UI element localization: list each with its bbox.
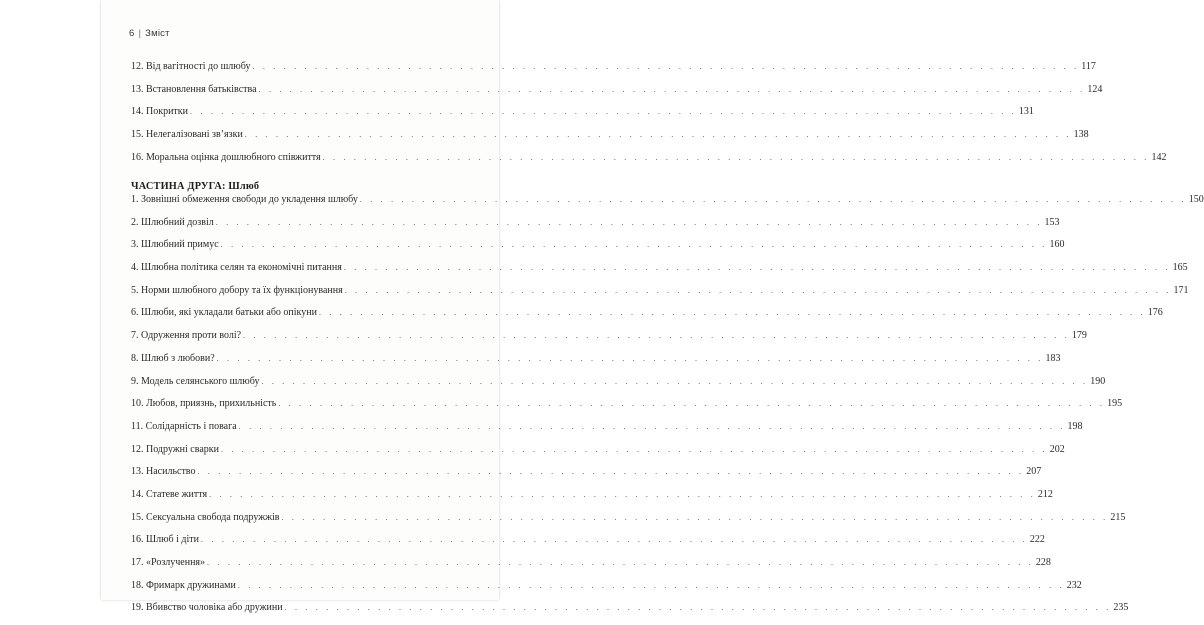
toc-entry [131, 511, 1126, 535]
toc-entry [131, 262, 1188, 285]
toc-entry [131, 151, 1167, 175]
toc-entry-title: 18. Фримарк дружинами [131, 579, 236, 591]
toc-entry-title: 11. Солідарність і повага [131, 420, 237, 432]
toc-entry-title: 10. Любов, приязнь, прихильність [131, 398, 277, 410]
toc-entry-title: 13. Встановлення батьківства [131, 83, 257, 95]
dot-leader: . . . . . . . . . . . . . . . . . . . . . . . . . . . . . . . . . . . . . . . . . . . . . . . . . . . . . . . . . . . . . . . . . . . . . . . . . . . . . . . . [243, 331, 1070, 341]
toc-entry [131, 398, 1123, 421]
toc-entry-title: 1. Зовнішні обмеження свободи до укладення шлюбу [131, 194, 358, 205]
part1-toc-list [131, 61, 1167, 174]
toc-entry-page: 131 [1018, 106, 1034, 118]
toc-entry-title: 9. Модель селянського шлюбу [131, 375, 260, 387]
toc-entry [131, 602, 1129, 625]
dot-leader: . . . . . . . . . . . . . . . . . . . . . . . . . . . . . . . . . . . . . . . . . . . . . . . . . . . . . . . . . . . . . . . . . . . . . . . . . . . . . . . . [215, 217, 1043, 227]
toc-entry-title: 14. Статеве життя [131, 488, 208, 500]
part2-toc-list [131, 194, 1204, 625]
toc-entry-page: 183 [1045, 352, 1061, 364]
toc-entry-page: 228 [1035, 557, 1051, 568]
dot-leader: . . . . . . . . . . . . . . . . . . . . . . . . . . . . . . . . . . . . . . . . . . . . . . . . . . . . . . . . . . . . . . . . . . . . . . . . . . . . . . . . [216, 353, 1044, 363]
toc-entry [131, 579, 1082, 603]
toc-entry-title: 8. Шлюб з любови? [131, 352, 215, 364]
toc-entry-page: 212 [1037, 488, 1053, 500]
page-number: 6 [129, 28, 135, 39]
toc-entry [131, 83, 1103, 107]
toc-entry-title: 14. Покритки [131, 106, 189, 118]
dot-leader: . . . . . . . . . . . . . . . . . . . . . . . . . . . . . . . . . . . . . . . . . . . . . . . . . . . . . . . . . . . . . . . . . . . . . . . . . . . . . . . . [220, 240, 1048, 250]
toc-entry [131, 557, 1051, 580]
toc-entry-title: 19. Вбивство чоловіка або дружини [131, 602, 283, 614]
dot-leader: . . . . . . . . . . . . . . . . . . . . . . . . . . . . . . . . . . . . . . . . . . . . . . . . . . . . . . . . . . . . . . . . . . . . . . . . . . . . . . . . [220, 444, 1048, 454]
dot-leader: . . . . . . . . . . . . . . . . . . . . . . . . . . . . . . . . . . . . . . . . . . . . . . . . . . . . . . . . . . . . . . . . . . . . . . . . . . . . . . . . [238, 421, 1066, 431]
toc-entry [131, 194, 1204, 217]
toc-entry [131, 534, 1045, 557]
toc-entry [131, 239, 1065, 262]
toc-entry-title: 16. Шлюб і діти [131, 534, 200, 546]
toc-entry-page: 207 [1026, 466, 1042, 478]
toc-entry-page: 215 [1110, 511, 1126, 523]
running-head [129, 28, 170, 39]
toc-entry-page: 117 [1081, 61, 1096, 72]
dot-leader: . . . . . . . . . . . . . . . . . . . . . . . . . . . . . . . . . . . . . . . . . . . . . . . . . . . . . . . . . . . . . . . . . . . . . . . . . . . . . . . . [344, 285, 1172, 295]
dot-leader: . . . . . . . . . . . . . . . . . . . . . . . . . . . . . . . . . . . . . . . . . . . . . . . . . . . . . . . . . . . . . . . . . . . . . . . . . . . . . . . . [318, 308, 1146, 318]
toc-entry [131, 129, 1089, 152]
toc-entry-page: 165 [1172, 262, 1188, 274]
toc-entry-page: 142 [1151, 151, 1167, 163]
toc-entry-title: 5. Норми шлюбного добору та їх функціонування [131, 284, 343, 296]
dot-leader: . . . . . . . . . . . . . . . . . . . . . . . . . . . . . . . . . . . . . . . . . . . . . . . . . . . . . . . . . . . . . . . . . . . . . . . . . . . . . . . . [190, 107, 1017, 117]
toc-entry [131, 216, 1060, 240]
dot-leader: . . . . . . . . . . . . . . . . . . . . . . . . . . . . . . . . . . . . . . . . . . . . . . . . . . . . . . . . . . . . . . . . . . . . . . . . . . . . . . . . [343, 263, 1171, 273]
toc-entry [131, 61, 1096, 84]
toc-entry-page: 222 [1029, 534, 1045, 546]
toc-entry [131, 466, 1042, 489]
dot-leader: . . . . . . . . . . . . . . . . . . . . . . . . . . . . . . . . . . . . . . . . . . . . . . . . . . . . . . . . . . . . . . . . . . . . . . . . . . . . . . . . [258, 84, 1086, 94]
toc-entry-title: 6. Шлюби, які укладали батьки або опікуни [131, 307, 317, 319]
toc-entry-title: 16. Моральна оцінка дошлюбного співжиття [131, 151, 321, 163]
toc-entry-title: 15. Нелегалізовані зв’язки [131, 129, 243, 141]
toc-entry-title: 7. Одруження проти волі? [131, 330, 242, 342]
toc-entry-page: 138 [1073, 129, 1089, 141]
part2-heading: ЧАСТИНА ДРУГА: Шлюб [131, 181, 260, 192]
toc-entry-page: 153 [1044, 216, 1060, 228]
toc-entry-page: 179 [1071, 330, 1087, 342]
toc-entry-page: 190 [1090, 375, 1106, 387]
dot-leader: . . . . . . . . . . . . . . . . . . . . . . . . . . . . . . . . . . . . . . . . . . . . . . . . . . . . . . . . . . . . . . . . . . . . . . . . . . . . . . . . [284, 603, 1112, 613]
toc-entry [131, 352, 1061, 376]
dot-leader: . . . . . . . . . . . . . . . . . . . . . . . . . . . . . . . . . . . . . . . . . . . . . . . . . . . . . . . . . . . . . . . . . . . . . . . . . . . . . . . . [252, 62, 1080, 71]
toc-entry-title: 13. Насильство [131, 466, 196, 478]
dot-leader: . . . . . . . . . . . . . . . . . . . . . . . . . . . . . . . . . . . . . . . . . . . . . . . . . . . . . . . . . . . . . . . . . . . . . . . . . . . . . . . . [322, 152, 1150, 162]
toc-entry-page: 124 [1087, 83, 1103, 95]
dot-leader: . . . . . . . . . . . . . . . . . . . . . . . . . . . . . . . . . . . . . . . . . . . . . . . . . . . . . . . . . . . . . . . . . . . . . . . . . . . . . . . . [197, 467, 1025, 477]
toc-entry-page: 235 [1113, 602, 1129, 614]
toc-entry-page: 160 [1049, 239, 1065, 251]
dot-leader: . . . . . . . . . . . . . . . . . . . . . . . . . . . . . . . . . . . . . . . . . . . . . . . . . . . . . . . . . . . . . . . . . . . . . . . . . . . . . . . . [237, 580, 1065, 590]
toc-entry-page: 150 [1188, 194, 1204, 205]
dot-leader: . . . . . . . . . . . . . . . . . . . . . . . . . . . . . . . . . . . . . . . . . . . . . . . . . . . . . . . . . . . . . . . . . . . . . . . . . . . . . . . . [359, 195, 1187, 204]
toc-entry-page: 171 [1173, 284, 1189, 296]
toc-entry [131, 443, 1065, 467]
toc-entry-page: 195 [1107, 398, 1123, 410]
toc-entry [131, 284, 1189, 308]
toc-entry [131, 330, 1087, 353]
toc-entry-title: 4. Шлюбна політика селян та економічні питання [131, 262, 342, 274]
toc-entry-title: 3. Шлюбний примус [131, 239, 219, 251]
toc-entry-title: 15. Сексуальна свобода подружжів [131, 511, 280, 523]
dot-leader: . . . . . . . . . . . . . . . . . . . . . . . . . . . . . . . . . . . . . . . . . . . . . . . . . . . . . . . . . . . . . . . . . . . . . . . . . . . . . . . . [281, 512, 1109, 522]
dot-leader: . . . . . . . . . . . . . . . . . . . . . . . . . . . . . . . . . . . . . . . . . . . . . . . . . . . . . . . . . . . . . . . . . . . . . . . . . . . . . . . . [201, 535, 1028, 545]
toc-entry [131, 106, 1034, 129]
header-separator: | [138, 28, 142, 39]
toc-entry-title: 2. Шлюбний дозвіл [131, 216, 214, 228]
running-head-title: Зміст [145, 28, 170, 39]
toc-entry [131, 307, 1163, 330]
toc-entry [131, 488, 1053, 512]
toc-entry-title: 12. Від вагітності до шлюбу [131, 61, 251, 72]
dot-leader: . . . . . . . . . . . . . . . . . . . . . . . . . . . . . . . . . . . . . . . . . . . . . . . . . . . . . . . . . . . . . . . . . . . . . . . . . . . . . . . . [207, 558, 1034, 567]
toc-entry [131, 375, 1106, 399]
toc-entry-page: 232 [1066, 579, 1082, 591]
toc-entry-page: 176 [1147, 307, 1163, 319]
toc-entry-title: 17. «Розлучення» [131, 557, 206, 568]
dot-leader: . . . . . . . . . . . . . . . . . . . . . . . . . . . . . . . . . . . . . . . . . . . . . . . . . . . . . . . . . . . . . . . . . . . . . . . . . . . . . . . . [209, 489, 1036, 499]
dot-leader: . . . . . . . . . . . . . . . . . . . . . . . . . . . . . . . . . . . . . . . . . . . . . . . . . . . . . . . . . . . . . . . . . . . . . . . . . . . . . . . . [261, 376, 1089, 386]
dot-leader: . . . . . . . . . . . . . . . . . . . . . . . . . . . . . . . . . . . . . . . . . . . . . . . . . . . . . . . . . . . . . . . . . . . . . . . . . . . . . . . . [244, 130, 1072, 140]
toc-entry-page: 202 [1049, 443, 1065, 455]
toc-entry-title: 12. Подружні сварки [131, 443, 219, 455]
dot-leader: . . . . . . . . . . . . . . . . . . . . . . . . . . . . . . . . . . . . . . . . . . . . . . . . . . . . . . . . . . . . . . . . . . . . . . . . . . . . . . . . [278, 399, 1106, 409]
book-page [101, 0, 1204, 614]
toc-entry [131, 420, 1083, 444]
toc-entry-page: 198 [1067, 420, 1083, 432]
